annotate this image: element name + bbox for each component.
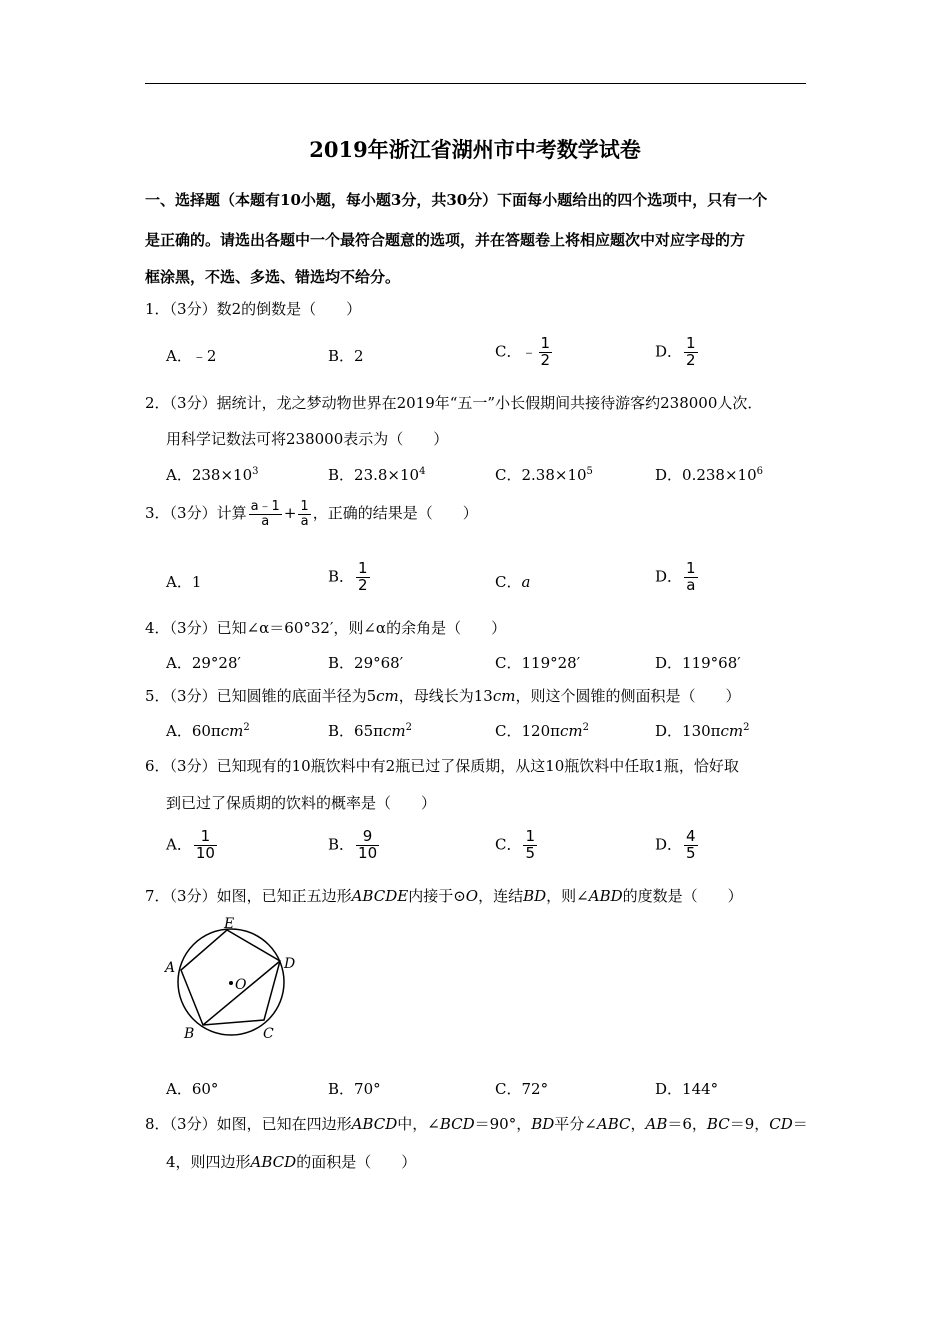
fraction: [684, 336, 698, 369]
unit: cm: [720, 722, 744, 740]
math-name: ABCD: [351, 1115, 398, 1133]
stem-suffix: ，正确的结果是（ ）: [312, 504, 478, 523]
question-3-stem: [145, 500, 478, 528]
question-3-option-b: [328, 561, 372, 594]
question-7-option-b: B．70°: [328, 1080, 381, 1098]
question-4-option-b: B．29°68′: [328, 654, 404, 672]
numerator: 1: [686, 559, 696, 577]
segment-bd: [203, 961, 280, 1025]
stem-part: 4，则四边形: [166, 1153, 251, 1171]
exponent: 4: [419, 466, 426, 477]
numerator: a﹣1: [250, 499, 280, 514]
label-e: E: [224, 916, 235, 932]
math-name: BD: [523, 887, 547, 905]
question-5-option-a: [166, 720, 250, 741]
stem-part: 8．（3分）如图，已知在四边形: [145, 1115, 352, 1133]
section-heading-line1: 一、选择题（本题有10小题，每小题3分，共30分）下面每小题给出的四个选项中，只有一个: [145, 191, 768, 209]
fraction: [684, 561, 698, 594]
question-5-option-c: [495, 720, 589, 741]
unit: cm: [492, 687, 516, 705]
stem-part: 内接于⊙: [408, 887, 466, 905]
math-name: ABC: [596, 1115, 631, 1133]
math-name: BD: [531, 1115, 555, 1133]
question-2-option-a: [166, 464, 259, 485]
exponent: 5: [586, 466, 593, 477]
label-a: A: [165, 960, 176, 976]
numerator: 1: [686, 334, 696, 352]
question-6-option-a: [166, 829, 219, 862]
option-label: A．: [166, 835, 192, 854]
question-1-option-b: B．2: [328, 347, 364, 365]
stem-part: ＝9，: [729, 1115, 770, 1133]
pentagon-in-circle-figure: [160, 910, 310, 1045]
option-label: D．: [655, 567, 683, 586]
value: D．130π: [655, 722, 721, 740]
base: D．0.238×10: [655, 466, 757, 484]
stem-part: 平分∠: [554, 1115, 597, 1133]
numerator: 4: [686, 827, 696, 845]
denominator: 5: [686, 843, 696, 862]
question-3-option-a: A．1: [166, 573, 202, 591]
section-heading-line2: 是正确的。请选出各题中一个最符合题意的选项，并在答题卷上将相应题次中对应字母的方: [145, 231, 746, 249]
stem-part: 5．（3分）已知圆锥的底面半径为5: [145, 687, 377, 705]
stem-part: ，: [630, 1115, 646, 1133]
question-7-option-d: D．144°: [655, 1080, 719, 1098]
question-5-stem: [145, 685, 741, 706]
question-7-stem: [145, 885, 743, 906]
numerator: 1: [540, 334, 551, 352]
stem-part: 的面积是（ ）: [296, 1153, 417, 1171]
question-2-stem-line2: 用科学记数法可将238000表示为（ ）: [166, 430, 449, 448]
value: A．60π: [166, 722, 221, 740]
question-4-option-d: D．119°68′: [655, 654, 741, 672]
question-8-stem-line1: [145, 1113, 808, 1134]
exponent: 2: [405, 722, 412, 733]
numerator: 1: [194, 829, 217, 846]
question-4-option-c: C．119°28′: [495, 654, 581, 672]
stem-part: 的度数是（ ）: [622, 887, 743, 905]
math-name: ABCDE: [351, 887, 409, 905]
exponent: 2: [243, 722, 250, 733]
question-2-stem-line1: 2．（3分）据统计，龙之梦动物世界在2019年“五一”小长假期间共接待游客约238000人次．: [145, 394, 763, 412]
numerator: 1: [358, 559, 368, 577]
base: B．23.8×10: [328, 466, 420, 484]
fraction: [684, 829, 698, 862]
base: C．2.38×10: [495, 466, 587, 484]
option-label: C．: [495, 835, 522, 854]
exponent: 6: [756, 466, 763, 477]
option-label: B．: [328, 835, 355, 854]
numerator: 9: [356, 829, 379, 846]
page-title: 2019年浙江省湖州市中考数学试卷: [309, 137, 641, 162]
option-label: B．: [328, 567, 355, 586]
section-heading-line3: 框涂黑，不选、多选、错选均不给分。: [145, 268, 401, 286]
stem-part: ，连结: [478, 887, 524, 905]
math-name: CD: [769, 1115, 793, 1133]
unit: cm: [376, 687, 399, 705]
denominator: 5: [525, 843, 536, 862]
math-name: BCD: [439, 1115, 475, 1133]
question-2-option-c: [495, 464, 593, 485]
denominator: 10: [195, 843, 215, 862]
denominator: a: [261, 513, 270, 529]
option-label: D．: [655, 835, 683, 854]
question-1-option-d: [655, 336, 700, 369]
exponent: 2: [582, 722, 589, 733]
question-6-stem-line2: 到已过了保质期的饮料的概率是（ ）: [166, 794, 437, 812]
option-label: D．: [655, 342, 683, 361]
question-8-stem-line2: [166, 1151, 416, 1172]
denominator: a: [686, 575, 696, 594]
math-name: AB: [645, 1115, 668, 1133]
math-name: O: [465, 887, 479, 905]
question-7-option-c: C．72°: [495, 1080, 549, 1098]
fraction-2: [298, 500, 310, 528]
stem-part: ＝: [792, 1115, 808, 1133]
question-4-option-a: A．29°28′: [166, 654, 241, 672]
question-1-option-c: [495, 336, 554, 369]
numerator: 1: [525, 827, 536, 845]
numerator: 1: [300, 499, 309, 514]
question-1-stem: 1．（3分）数2的倒数是（ ）: [145, 300, 362, 318]
fraction-1: [249, 500, 282, 528]
denominator: 2: [358, 575, 368, 594]
stem-prefix: 3．（3分）计算: [145, 504, 247, 523]
unit: cm: [559, 722, 583, 740]
stem-part: ，则∠: [546, 887, 589, 905]
question-3-option-d: [655, 561, 700, 594]
stem-part: ＝6，: [667, 1115, 707, 1133]
option-label: C．: [495, 573, 522, 591]
math-name: ABD: [588, 887, 623, 905]
label-o: O: [235, 977, 247, 993]
fraction: [539, 336, 553, 369]
math-name: BC: [706, 1115, 730, 1133]
fraction: [523, 829, 537, 862]
exponent: 3: [252, 466, 259, 477]
stem-part: ＝90°，: [474, 1115, 532, 1133]
option-label: C．: [495, 342, 522, 361]
minus-sign: ﹣: [521, 342, 537, 361]
question-6-option-c: [495, 829, 539, 862]
fraction: [194, 829, 217, 862]
unit: cm: [220, 722, 244, 740]
question-5-option-d: [655, 720, 750, 741]
center-point: [229, 981, 233, 985]
question-1-option-a: A．﹣2: [166, 347, 217, 365]
stem-part: ，则这个圆锥的侧面积是（ ）: [515, 687, 741, 705]
denominator: 2: [686, 350, 696, 369]
label-d: D: [284, 956, 296, 972]
denominator: a: [300, 513, 309, 529]
option-value: a: [521, 573, 531, 591]
denominator: 2: [540, 350, 551, 369]
stem-part: 7．（3分）如图，已知正五边形: [145, 887, 352, 905]
question-2-option-b: [328, 464, 425, 485]
value: C．120π: [495, 722, 560, 740]
question-4-stem: 4．（3分）已知∠α＝60°32′，则∠α的余角是（ ）: [145, 619, 507, 637]
header-rule: [145, 83, 806, 84]
fraction: [356, 829, 379, 862]
fraction: [356, 561, 370, 594]
stem-part: ，母线长为13: [398, 687, 493, 705]
question-6-stem-line1: 6．（3分）已知现有的10瓶饮料中有2瓶已过了保质期，从这10瓶饮料中任取1瓶，恰好取: [145, 757, 739, 775]
unit: cm: [382, 722, 406, 740]
plus-sign: +: [283, 504, 297, 523]
stem-part: 中，∠: [397, 1115, 440, 1133]
question-3-option-c: [495, 571, 530, 592]
question-6-option-d: [655, 829, 700, 862]
question-2-option-d: [655, 464, 763, 485]
denominator: 10: [358, 843, 378, 862]
question-5-option-b: [328, 720, 412, 741]
base: A．238×10: [166, 466, 253, 484]
question-6-option-b: [328, 829, 381, 862]
pentagon-abcde: [181, 930, 280, 1025]
math-name: ABCD: [250, 1153, 297, 1171]
label-c: C: [263, 1026, 274, 1042]
exponent: 2: [743, 722, 750, 733]
label-b: B: [184, 1026, 195, 1042]
value: B．65π: [328, 722, 383, 740]
question-7-option-a: A．60°: [166, 1080, 219, 1098]
